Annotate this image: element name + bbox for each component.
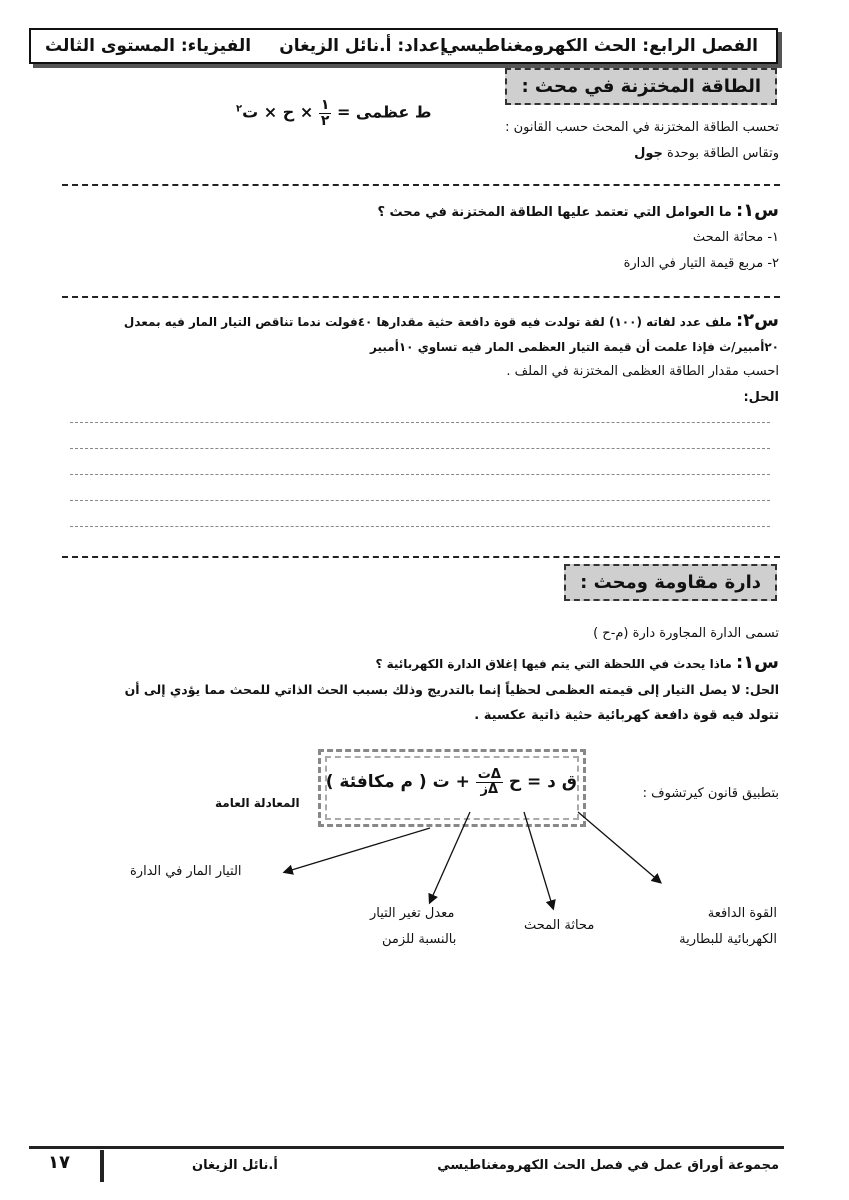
question-3-text: ماذا يحدث في اللحظة التي يتم فيها إغلاق الدارة الكهربائية ؟ bbox=[375, 657, 732, 671]
arrow-current bbox=[285, 828, 430, 872]
arrow-inductance bbox=[524, 812, 553, 908]
label-inductance: محاثة المحث bbox=[524, 918, 595, 933]
question-2-label: س٢: bbox=[735, 310, 779, 331]
formula-exponent: ٢ bbox=[236, 103, 243, 115]
question-2-line-1: ملف عدد لفاته (١٠٠) لفة تولدت فيه قوة دافعة حثية مقدارها ٤٠فولت ندما تناقص التيار المار فيه بمعدل bbox=[123, 315, 732, 329]
arrow-emf bbox=[578, 812, 660, 882]
label-current: التيار المار في الدارة bbox=[130, 864, 242, 879]
question-2-line-3: احسب مقدار الطاقة العظمى المختزنة في الملف . bbox=[506, 364, 779, 379]
answer-text: لا يصل التيار إلى قيمته العظمى لحظياً إنما بالتدريج وذلك بسبب الحث الذاتي للمحث مما يؤدي إلى أن bbox=[124, 682, 741, 697]
question-1-label: س١: bbox=[735, 200, 779, 221]
label-emf-line-2: الكهربائية للبطارية bbox=[679, 932, 777, 947]
label-rate-line-2: بالنسبة للزمن bbox=[382, 932, 457, 947]
general-equation-label: المعادلة العامة bbox=[215, 796, 300, 810]
question-1-text: ما العوامل التي تعتمد عليها الطاقة المختزنة في محث ؟ bbox=[377, 205, 732, 220]
fraction-denominator: ٢ bbox=[320, 112, 330, 129]
question-2-line-2: ٢٠أمبير/ث فإذا علمت أن قيمة التيار العظمى المار فيه تساوي ١٠أمبير bbox=[370, 340, 779, 354]
formula-rhs: × ح × ت bbox=[242, 102, 314, 122]
question-3-label: س١: bbox=[735, 652, 779, 673]
author-credit: إعداد: أ.نائل الزيغان bbox=[279, 36, 446, 56]
chapter-title: الفصل الرابع: الحث الكهرومغناطيسي bbox=[442, 36, 758, 56]
section-title-rl-circuit: دارة مقاومة ومحث : bbox=[564, 564, 777, 601]
answer-item: ٢- مربع قيمة التيار في الدارة bbox=[623, 256, 779, 271]
section-title-stored-energy: الطاقة المختزنة في محث : bbox=[505, 68, 777, 105]
answer-item: ١- محاثة المحث bbox=[692, 230, 779, 245]
answer-label: الحل: bbox=[744, 682, 779, 697]
footer-author: أ.نائل الزيغان bbox=[192, 1158, 278, 1173]
question-3-answer-line-2: تتولد فيه قوة دافعة كهربائية حثية ذاتية عكسية . bbox=[474, 708, 779, 723]
unit-prefix: وتقاس الطاقة بوحدة bbox=[667, 146, 779, 161]
energy-intro: تحسب الطاقة المختزنة في المحث حسب القانون : bbox=[505, 120, 779, 135]
solution-label: الحل: bbox=[743, 390, 779, 405]
formula-lhs: ط عظمى = bbox=[336, 102, 432, 122]
fraction-numerator: ١ bbox=[320, 97, 330, 113]
unit-name: جول bbox=[634, 146, 663, 161]
footer-separator bbox=[100, 1150, 104, 1182]
footer-rule bbox=[29, 1146, 784, 1149]
footer-title: مجموعة أوراق عمل في فصل الحث الكهرومغناطيسي bbox=[437, 1158, 779, 1173]
arrow-rate bbox=[430, 812, 470, 902]
subject-level: الفيزياء: المستوى الثالث bbox=[45, 36, 252, 56]
label-emf-line-1: القوة الدافعة bbox=[707, 906, 777, 921]
rl-intro: تسمى الدارة المجاورة دارة (م-ح ) bbox=[593, 626, 779, 641]
fraction-numerator: Δت bbox=[477, 767, 501, 782]
kirchhoff-intro: بتطبيق قانون كيرتشوف : bbox=[642, 786, 779, 801]
label-rate-line-1: معدل تغير التيار bbox=[370, 906, 455, 921]
fraction-denominator: Δز bbox=[480, 781, 499, 797]
equation-left: ق د = ح bbox=[508, 772, 577, 793]
equation-right: + ت ( م مكافئة ) bbox=[325, 772, 470, 793]
page-number: ١٧ bbox=[48, 1152, 70, 1173]
